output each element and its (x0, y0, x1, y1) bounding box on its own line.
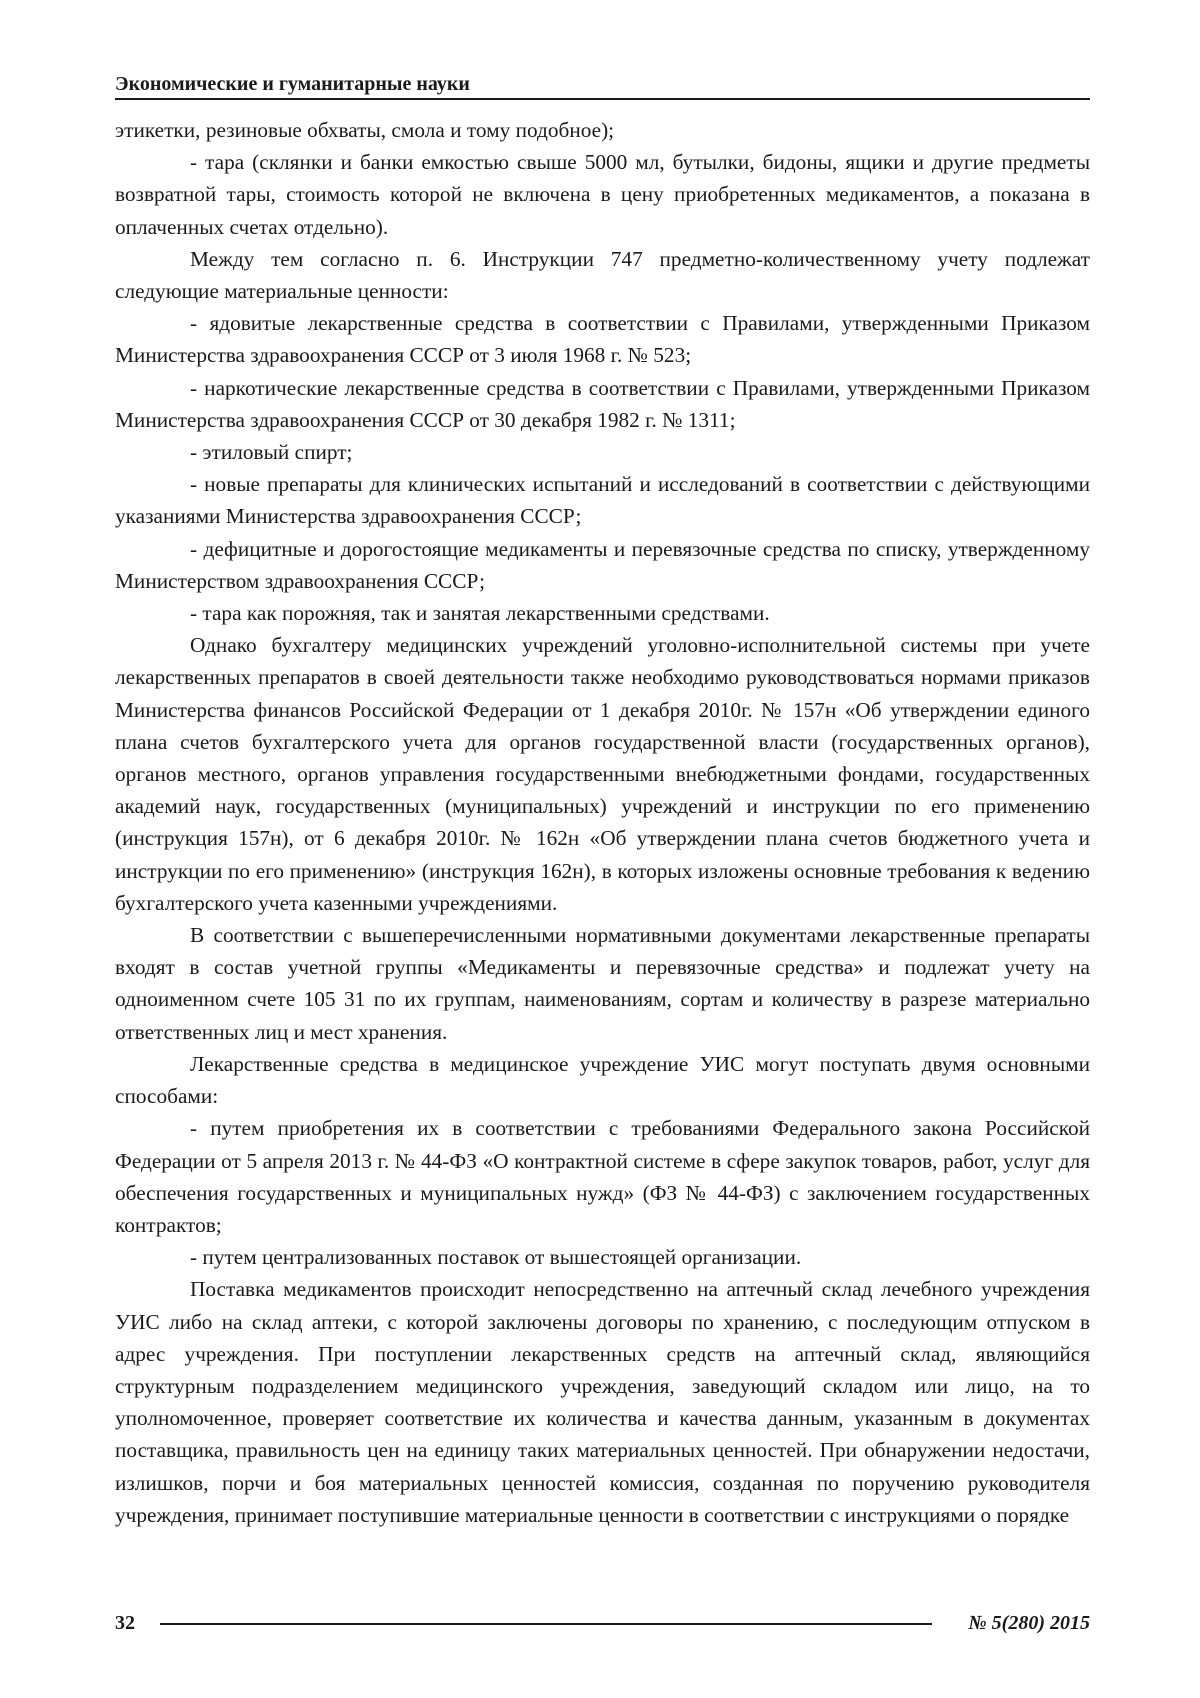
paragraph: - новые препараты для клинических испытаний и исследований в соответствии с действующими указаниями Министерства здравоохранения СССР; (115, 468, 1090, 532)
paragraph: - дефицитные и дорогостоящие медикаменты и перевязочные средства по списку, утвержденному Министерством здравоохранения СССР; (115, 533, 1090, 597)
paragraph: - тара (склянки и банки емкостью свыше 5000 мл, бутылки, бидоны, ящики и другие предметы возвратной тары, стоимость которой не включена в цену приобретенных медикаментов, а показана в оплаченных счетах отдельно). (115, 146, 1090, 243)
page-footer (115, 1608, 1090, 1638)
paragraph: - путем приобретения их в соответствии с требованиями Федерального закона Российской Федерации от 5 апреля 2013 г. № 44-ФЗ «О контрактной системе в сфере закупок товаров, работ, услуг для обеспечения государственных и муниципальных нужд» (ФЗ № 44-ФЗ) с заключением государственных контрактов; (115, 1112, 1090, 1241)
running-header (115, 72, 1090, 100)
issue-number: № 5(280) 2015 (968, 1608, 1090, 1638)
journal-title: Экономические и гуманитарные науки (115, 73, 470, 95)
paragraph: В соответствии с вышеперечисленными нормативными документами лекарственные препараты входят в состав учетной группы «Медикаменты и перевязочные средства» и подлежат учету на одноименном счете 105 31 по их группам, наименованиям, сортам и количеству в разрезе материально ответственных лиц и мест хранения. (115, 919, 1090, 1048)
article-body (115, 114, 1090, 1531)
paragraph: - путем централизованных поставок от вышестоящей организации. (115, 1241, 1090, 1273)
paragraph: этикетки, резиновые обхваты, смола и тому подобное); (115, 114, 1090, 146)
paragraph: Между тем согласно п. 6. Инструкции 747 предметно-количественному учету подлежат следующие материальные ценности: (115, 243, 1090, 307)
footer-rule (160, 1623, 932, 1625)
paragraph: Однако бухгалтеру медицинских учреждений уголовно-исполнительной системы при учете лекарственных препаратов в своей деятельности также необходимо руководствоваться нормами приказов Министерства финансов Российской Федерации от 1 декабря 2010г. № 157н «Об утверждении единого плана счетов бухгалтерского учета для органов государственной власти (государственных органов), органов местного, органов управления государственными внебюджетными фондами, государственных академий наук, государственных (муниципальных) учреждений и инструкции по его применению (инструкция 157н), от 6 декабря 2010г. № 162н «Об утверждении плана счетов бюджетного учета и инструкции по его применению» (инструкция 162н), в которых изложены основные требования к ведению бухгалтерского учета казенными учреждениями. (115, 629, 1090, 919)
paragraph: Лекарственные средства в медицинское учреждение УИС могут поступать двумя основными способами: (115, 1048, 1090, 1112)
page-number: 32 (115, 1608, 135, 1638)
paragraph: Поставка медикаментов происходит непосредственно на аптечный склад лечебного учреждения УИС либо на склад аптеки, с которой заключены договоры по хранению, с последующим отпуском в адрес учреждения. При поступлении лекарственных средств на аптечный склад, являющийся структурным подразделением медицинского учреждения, заведующий складом или лицо, на то уполномоченное, проверяет соответствие их количества и качества данным, указанным в документах поставщика, правильность цен на единицу таких материальных ценностей. При обнаружении недостачи, излишков, порчи и боя материальных ценностей комиссия, созданная по поручению руководителя учреждения, принимает поступившие материальные ценности в соответствии с инструкциями о порядке (115, 1273, 1090, 1531)
paragraph: - ядовитые лекарственные средства в соответствии с Правилами, утвержденными Приказом Министерства здравоохранения СССР от 3 июля 1968 г. № 523; (115, 307, 1090, 371)
paragraph: - тара как порожняя, так и занятая лекарственными средствами. (115, 597, 1090, 629)
paragraph: - этиловый спирт; (115, 436, 1090, 468)
paragraph: - наркотические лекарственные средства в соответствии с Правилами, утвержденными Приказом Министерства здравоохранения СССР от 30 декабря 1982 г. № 1311; (115, 372, 1090, 436)
